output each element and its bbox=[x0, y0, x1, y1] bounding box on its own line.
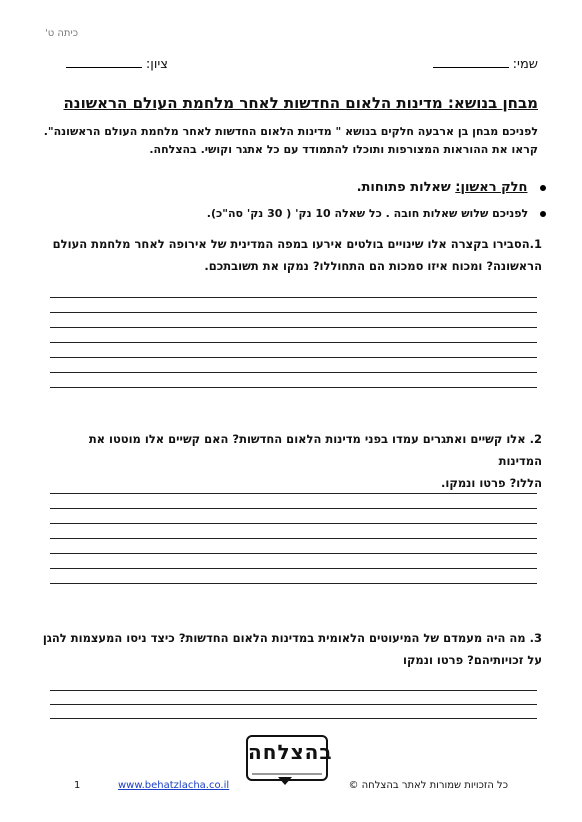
question-3-line-1: 3. מה היה מעמדם של המיעוטים הלאומית במדינות הלאום החדשות? כיצד ניסו המעצמות להגן bbox=[42, 631, 542, 645]
answer-line[interactable] bbox=[50, 538, 537, 539]
intro-line-1: לפניכם מבחן בן ארבעה חלקים בנושא " מדינות הלאום החדשות לאחר מלחמת העולם הראשונה". bbox=[43, 125, 538, 138]
answer-line[interactable] bbox=[50, 312, 537, 313]
question-2-line-2: הללו? פרטו ונמקו. bbox=[441, 476, 542, 490]
question-2-line-1: 2. אלו קשיים ואתגרים עמדו בפני מדינות הלאום החדשות? האם קשיים אלו מוטטו את המדינות bbox=[88, 432, 542, 468]
answer-line[interactable] bbox=[50, 553, 537, 554]
answer-line[interactable] bbox=[50, 568, 537, 569]
answer-line[interactable] bbox=[50, 357, 537, 358]
behatzlacha-logo bbox=[246, 735, 333, 781]
answer-line[interactable] bbox=[50, 387, 537, 388]
question-1-line-2: הראשונה? ומכוח איזו סמכות הם התחוללו? נמקו את תשובתכם. bbox=[204, 259, 542, 273]
answer-line[interactable] bbox=[50, 583, 537, 584]
class-label: כיתה ט' bbox=[44, 28, 78, 39]
answer-line[interactable] bbox=[50, 342, 537, 343]
part1-heading bbox=[246, 180, 546, 195]
answer-line[interactable] bbox=[50, 508, 537, 509]
grade-label: ציון: bbox=[145, 57, 168, 72]
answer-line[interactable] bbox=[50, 690, 537, 691]
copyright-text: כל הזכויות שמורות לאתר בהצלחה © bbox=[348, 780, 508, 791]
part1-instructions bbox=[146, 207, 546, 220]
page-number: 1 bbox=[74, 780, 81, 791]
name-field bbox=[378, 55, 538, 72]
grade-field bbox=[48, 55, 168, 72]
page-title: מבחן בנושא: מדינות הלאום החדשות לאחר מלחמת העולם הראשונה bbox=[63, 94, 538, 112]
answer-line[interactable] bbox=[50, 704, 537, 705]
question-3 bbox=[42, 627, 542, 671]
answer-line[interactable] bbox=[50, 297, 537, 298]
question-2 bbox=[42, 428, 542, 494]
answer-line[interactable] bbox=[50, 372, 537, 373]
intro-line-2: קראו את ההוראות המצורפות ותוכלו להתמודד עם כל אתגר וקושי. בהצלחה. bbox=[149, 143, 538, 156]
question-1 bbox=[42, 233, 542, 277]
speech-bubble-tail-icon bbox=[278, 777, 292, 785]
question-3-line-2: על זכויותיהם? פרטו ונמקו bbox=[403, 653, 542, 667]
logo-underline bbox=[252, 773, 322, 775]
part1-title: שאלות פתוחות. bbox=[356, 180, 451, 195]
bullet-icon bbox=[540, 211, 546, 217]
answer-line[interactable] bbox=[50, 718, 537, 719]
answer-line[interactable] bbox=[50, 327, 537, 328]
part1-label: חלק ראשון: bbox=[455, 180, 528, 195]
intro-text bbox=[18, 123, 538, 159]
part1-instructions-text: לפניכם שלוש שאלות חובה . כל שאלה 10 נק' ( 30 נק' סה"כ). bbox=[206, 207, 529, 220]
answer-line[interactable] bbox=[50, 493, 537, 494]
website-link[interactable]: www.behatzlacha.co.il bbox=[118, 780, 230, 791]
question-1-line-1: 1.הסבירו בקצרה אלו שינויים בולטים אירעו במפה המדינית של אירופה לאחר מלחמת העולם bbox=[52, 237, 542, 251]
bullet-icon bbox=[540, 185, 546, 191]
name-label: שמי: bbox=[512, 57, 538, 72]
grade-blank-line[interactable] bbox=[66, 55, 142, 68]
answer-line[interactable] bbox=[50, 523, 537, 524]
logo-text: בהצלחה bbox=[248, 740, 333, 764]
name-blank-line[interactable] bbox=[433, 55, 509, 68]
